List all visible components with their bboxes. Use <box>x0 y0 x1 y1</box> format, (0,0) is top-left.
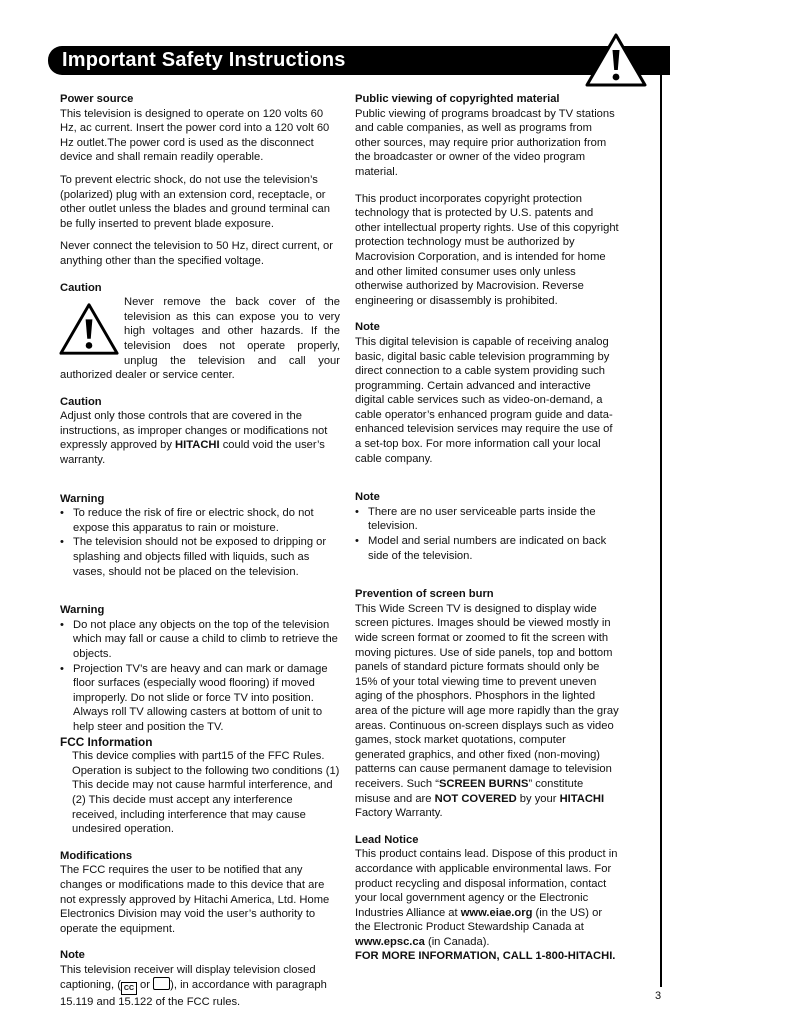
copyright-heading: Public viewing of copyrighted material <box>355 93 560 105</box>
page-number: 3 <box>655 990 662 1002</box>
brand-hitachi: HITACHI <box>175 439 220 452</box>
note-list <box>355 505 619 563</box>
note-heading-left: Note <box>60 949 85 962</box>
list-item: • Projection TV’s are heavy and can mark or damage floor surfaces (especially wood flooring) if moved improperly. Do not slide or force TV into position. Always roll TV allowing casters at bottom of unit to help steer and position the TV. <box>60 662 340 735</box>
fcc-text: This device complies with part15 of the FFC Rules. Operation is subject to the following two conditions (1) This decide may not cause harmful interference, and (2) This decide must accept any interference received, including interference that may cause undesired operation. <box>72 750 340 836</box>
screen-burn-heading: Prevention of screen burn <box>355 588 494 601</box>
fcc-heading: FCC Information <box>60 734 153 749</box>
caution-heading-1: Caution <box>60 281 102 294</box>
list-item: • Model and serial numbers are indicated on back side of the television. <box>355 534 619 563</box>
modifications-text: The FCC requires the user to be notified that any changes or modifications made to this device that are not expressly approved by Hitachi America, Ltd. Home Electronics Division may void the user’s authority to operate the equipment. <box>60 864 330 935</box>
power-source-text-2: To prevent electric shock, do not use the television’s (polarized) plug with an extension cord, receptacle, or other outlet unless the blades and ground terminal can be fully inserted to prevent blade exposure. <box>60 173 330 230</box>
caution-text-2: Adjust only those controls that are covered in the instructions, as improper changes or modifications not expressly approved by HITACHI could void the user’s warranty. <box>60 410 328 467</box>
left-column <box>60 92 340 1010</box>
note-heading-1: Note <box>355 321 380 334</box>
epsc-link: www.epsc.ca <box>355 935 425 948</box>
modifications-heading: Modifications <box>60 849 133 862</box>
lead-notice-text: This product contains lead. Dispose of this product in accordance with applicable environmental laws. For product recycling and disposal information, contact your local government agency or the Electronic Industries Alliance at www.eiae.org (in the US) or the Electronic Product Stewardship Canada at www.epsc.ca (in Canada). <box>355 848 618 948</box>
right-column <box>355 92 619 964</box>
warning-triangle-icon <box>584 32 648 88</box>
contact-line: FOR MORE INFORMATION, CALL 1-800-HITACHI. <box>355 950 616 963</box>
caution-heading-2: Caution <box>60 395 102 408</box>
note-text-1: This digital television is capable of receiving analog basic, digital basic cable television programming by direct connection to a cable system providing such programming. Certain advanced and interactive digital cable services such as video-on-demand, a cable operator’s enhanced program guide and data-enhanced television services may require the use of a set-top box. For more information call your local cable company. <box>355 335 613 465</box>
closed-caption-note: This television receiver will display television closed captioning, ( CC or ), in accordance with paragraph 15.119 and 15.122 of the FCC rules. <box>60 963 327 1009</box>
copyright-text-2: This product incorporates copyright protection technology that is protected by U.S. patents and other intellectual property rights. Use of this copyright protection technology must be authorized by Macrovision Corporation, and is intended for home and other limited consumer uses only unless otherwise authorized by Macrovision. Reverse engineering or disassembly is prohibited. <box>355 192 619 307</box>
title-banner <box>48 46 670 75</box>
caution-block <box>60 295 340 383</box>
tv-screen-icon <box>153 977 170 990</box>
caution-text-1: Never remove the back cover of the television as this can expose you to very high voltages and other hazards. If the television does not operate properly, unplug the television and call your authorized dealer or service center. <box>60 296 340 382</box>
page-title: Important Safety Instructions <box>62 49 346 71</box>
list-item: • Do not place any objects on the top of the television which may fall or cause a child to climb to retrieve the objects. <box>60 618 340 662</box>
list-item: • The television should not be exposed to dripping or splashing and objects filled with liquids, such as vases, should not be placed on the television. <box>60 535 340 579</box>
power-source-heading: Power source <box>60 93 134 105</box>
power-source-text-3: Never connect the television to 50 Hz, direct current, or anything other than the specified voltage. <box>60 240 333 267</box>
right-margin-rule <box>660 75 662 987</box>
warning-heading-1: Warning <box>60 492 105 505</box>
warning-list-2 <box>60 618 340 735</box>
power-source-text-1: This television is designed to operate on 120 volts 60 Hz, ac current. Insert the power cord into a 120 volt 60 Hz outlet.The power cord is used as the disconnect device and shall remain readily operable. <box>60 107 330 164</box>
caution-triangle-icon <box>58 301 120 357</box>
note-heading-2: Note <box>355 491 380 504</box>
list-item: • To reduce the risk of fire or electric shock, do not expose this apparatus to rain or moisture. <box>60 506 340 535</box>
eiae-link: www.eiae.org <box>460 906 533 919</box>
warning-heading-2: Warning <box>60 604 105 617</box>
lead-notice-heading: Lead Notice <box>355 833 419 846</box>
warning-list-1 <box>60 506 340 579</box>
screen-burn-text: This Wide Screen TV is designed to display wide screen pictures. Images should be viewed mostly in wide screen format or zoomed to fit the screen with moving pictures. Use of side panels, top and bottom panels of standard picture formats should only be 15% of your total viewing time to prevent uneven aging of the phosphors. Phosphors in the lighted area of the picture will age more rapidly than the gray areas. Continuous on-screen displays such as video games, stock market quotations, computer generated graphics, and other fixed (non-moving) patterns can cause permanent damage to television receivers. Such “SCREEN BURNS” constitute misuse and are NOT COVERED by your HITACHI Factory Warranty. <box>355 602 619 820</box>
cc-icon: CC <box>121 982 137 995</box>
list-item: • There are no user serviceable parts inside the television. <box>355 505 619 534</box>
copyright-text-1: Public viewing of programs broadcast by TV stations and cable companies, as well as programs from other sources, may require prior authorization from the broadcaster or owner of the video program material. <box>355 107 615 178</box>
